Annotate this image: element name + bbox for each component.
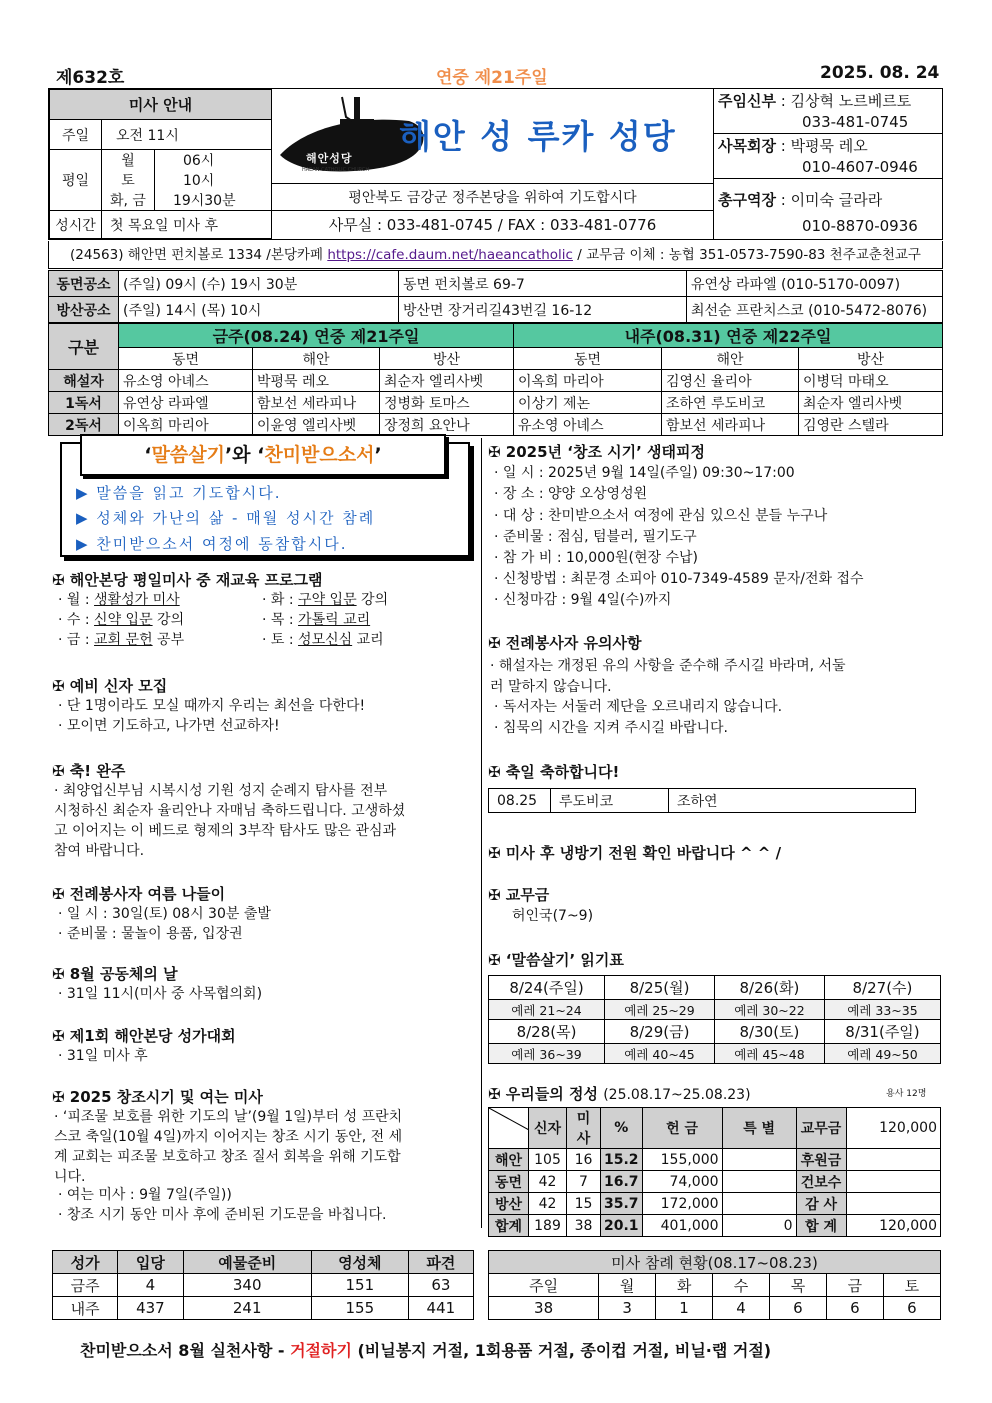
station-contact: 유연상 라파엘 (010-5170-0097) xyxy=(687,271,943,297)
address-bar xyxy=(48,241,943,269)
offering-header: % xyxy=(601,1108,643,1149)
tithe-title: ✠ 교무금 xyxy=(488,884,549,905)
reading-date: 8/28(목) xyxy=(489,1020,605,1044)
reader-name: 유소영 아녜스 xyxy=(514,414,662,436)
staff-phone: 010-8870-0936 xyxy=(802,217,918,235)
reader-name: 김영신 율리아 xyxy=(662,370,799,392)
congrats-line: 고 이어지는 이 베드로 형제의 3부작 탐사도 많은 관심과 xyxy=(54,823,397,839)
attendance-value: 4 xyxy=(713,1297,770,1320)
offering-money: 172,000 xyxy=(642,1193,722,1215)
edu-item: · 토 : 성모신심 교리 xyxy=(262,632,384,648)
attendance-day: 수 xyxy=(713,1274,770,1297)
congrats-title: ✠ 축! 완주 xyxy=(52,760,125,781)
offering-pct: 16.7 xyxy=(601,1171,643,1193)
prayer-intention: 평안북도 금강군 정주본당을 위하여 기도합시다 xyxy=(272,183,713,211)
mass-schedule xyxy=(49,89,272,239)
season-line: 계 교회는 피조물 보호하고 창조 질서 회복을 위해 기도합 xyxy=(54,1149,401,1165)
offering-members: 42 xyxy=(529,1171,567,1193)
reading-date: 8/25(월) xyxy=(605,976,715,1000)
sacr-row xyxy=(53,1297,474,1320)
offering-title: ✠ 우리들의 정성 (25.08.17~25.08.23) xyxy=(488,1083,751,1104)
staff-role: 주임신부 xyxy=(718,92,776,110)
attendance-value: 6 xyxy=(883,1297,940,1320)
offering-tithe: 120,000 xyxy=(846,1108,940,1149)
address-text: (24563) 해안면 펀치볼로 1334 /본당카페 xyxy=(70,247,324,263)
offering-mass: 7 xyxy=(567,1171,601,1193)
offering-header: 미사 xyxy=(567,1108,601,1149)
staff-list xyxy=(713,89,943,239)
sacr-header: 예물준비 xyxy=(183,1251,311,1274)
staff-role: 총구역장 xyxy=(718,191,776,209)
station-address: 방산면 장거리길43번길 16-12 xyxy=(399,297,687,323)
contest-title: ✠ 제1회 해안본당 성가대회 xyxy=(52,1025,236,1046)
place-header: 해안 xyxy=(662,348,799,370)
attendance-value: 6 xyxy=(769,1297,826,1320)
weekday-time: 10시 xyxy=(154,170,271,190)
offering-pct: 20.1 xyxy=(601,1215,643,1237)
sacr-cell: 4 xyxy=(118,1274,183,1297)
offering-pct: 15.2 xyxy=(601,1149,643,1171)
logo-text: 해안성당 xyxy=(306,152,353,165)
weekday-day: 월 xyxy=(102,150,155,171)
offering-header: 신자 xyxy=(529,1108,567,1149)
banner-line: ▶ 성체와 가난의 삶 - 매월 성시간 참례 xyxy=(76,509,376,527)
reading-date: 8/29(금) xyxy=(605,1020,715,1044)
offering-row xyxy=(489,1149,941,1171)
reading-date: 8/27(수) xyxy=(824,976,940,1000)
offering-members: 105 xyxy=(529,1149,567,1171)
offering-total-row xyxy=(489,1215,941,1237)
reader-name: 유소영 아녜스 xyxy=(119,370,253,392)
offering-value: 120,000 xyxy=(846,1215,940,1237)
banner-quote: ’ xyxy=(374,444,382,466)
reader-name: 정병화 토마스 xyxy=(380,392,514,414)
station-time: (주일) 09시 (수) 19시 30분 xyxy=(119,271,399,297)
staff-row: 주임신부 : 김상혁 노르베르토 033-481-0745 xyxy=(714,89,943,134)
reading-verse: 예레 21~24 xyxy=(489,1000,605,1020)
offering-special: 0 xyxy=(722,1215,796,1237)
reading-verse: 예레 49~50 xyxy=(824,1044,940,1064)
reader-name: 유연상 라파엘 xyxy=(119,392,253,414)
staff-name: 박평묵 레오 xyxy=(790,137,868,155)
footer-practice xyxy=(80,1338,771,1361)
eco-line: · 신청마감 : 9월 4일(수)까지 xyxy=(494,592,672,608)
station-row xyxy=(49,271,943,297)
banner-quote: ‘ xyxy=(144,444,152,466)
sacr-cell: 151 xyxy=(311,1274,408,1297)
notice-line: · 침묵의 시간을 지켜 주시길 바랍니다. xyxy=(494,720,729,736)
offering-mass: 15 xyxy=(567,1193,601,1215)
header-box xyxy=(48,88,943,240)
staff-row: 총구역장 : 이미숙 글라라 010-8870-0936 xyxy=(718,191,918,235)
attendance-table xyxy=(488,1250,941,1320)
offering-money: 401,000 xyxy=(642,1215,722,1237)
offering-value xyxy=(846,1193,940,1215)
aircon-notice: ✠ 미사 후 냉방기 전원 확인 바랍니다 ^ ^ / xyxy=(488,842,781,863)
column-divider xyxy=(481,438,482,1228)
place-header: 동면 xyxy=(119,348,253,370)
banner-line: ▶ 찬미받으소서 여정에 동참합시다. xyxy=(76,535,348,553)
sacr-header: 입당 xyxy=(118,1251,183,1274)
offering-period: (25.08.17~25.08.23) xyxy=(603,1087,751,1103)
season-line: · ‘피조물 보호를 위한 기도의 날’(9월 1일)부터 성 프란치 xyxy=(54,1109,403,1125)
eco-line: · 준비물 : 점심, 텀블러, 필기도구 xyxy=(494,529,697,545)
feast-saint: 루도비코 xyxy=(551,789,669,813)
reader-name: 김영란 스텔라 xyxy=(799,414,943,436)
weekday-time: 19시30분 xyxy=(154,190,271,211)
offering-mass: 16 xyxy=(567,1149,601,1171)
eco-line: · 참 가 비 : 10,000원(현장 수납) xyxy=(494,550,698,566)
reader-role: 1독서 xyxy=(49,392,119,414)
tithe-line: 허인국(7~9) xyxy=(512,908,594,924)
reader-name: 함보선 세라피나 xyxy=(662,414,799,436)
reader-schedule xyxy=(48,323,943,436)
reader-name: 이윤영 엘리사벳 xyxy=(253,414,380,436)
offering-members: 189 xyxy=(529,1215,567,1237)
notice-line: 러 말하지 않습니다. xyxy=(490,679,612,695)
staff-phone: 033-481-0745 xyxy=(802,113,909,131)
edu-item: · 목 : 가톨릭 교리 xyxy=(262,612,371,628)
picnic-title: ✠ 전례봉사자 여름 나들이 xyxy=(52,883,225,904)
season-line: 스코 축일(10월 4일)까지 이어지는 창조 시기 동안, 전 세 xyxy=(54,1129,403,1145)
place-header: 해안 xyxy=(253,348,380,370)
staff-row: 사목회장 : 박평묵 레오 010-4607-0946 xyxy=(714,134,943,179)
station-name: 동면공소 xyxy=(49,271,119,297)
attendance-day: 주일 xyxy=(489,1274,599,1297)
reader-name: 박평묵 레오 xyxy=(253,370,380,392)
offering-table xyxy=(488,1107,941,1237)
offering-pct: 35.7 xyxy=(601,1193,643,1215)
community-line: · 31일 11시(미사 중 사목협의회) xyxy=(58,986,263,1002)
offering-value xyxy=(846,1149,940,1171)
offering-row xyxy=(489,1193,941,1215)
attendance-day: 토 xyxy=(883,1274,940,1297)
offering-label: 합 계 xyxy=(796,1215,846,1237)
attendance-title: 미사 참례 현황(08.17~08.23) xyxy=(489,1251,941,1274)
edu-title: ✠ 해안본당 평일미사 중 재교육 프로그램 xyxy=(52,569,323,590)
picnic-line: · 준비물 : 물놀이 용품, 입장권 xyxy=(58,926,243,942)
recruit-line: · 단 1명이라도 모실 때까지 우리는 최선을 다한다! xyxy=(58,698,366,714)
sacr-cell: 437 xyxy=(118,1297,183,1320)
notice-line: · 독서자는 서둘러 제단을 오르내리지 않습니다. xyxy=(494,699,783,715)
offering-special xyxy=(722,1193,796,1215)
place-header: 방산 xyxy=(380,348,514,370)
reading-date: 8/24(주일) xyxy=(489,976,605,1000)
banner-word-a: 말씀살기 xyxy=(151,444,225,466)
banner-title xyxy=(80,434,446,476)
season-title: ✠ 2025 창조시기 및 여는 미사 xyxy=(52,1086,263,1107)
diagonal-cell xyxy=(489,1108,529,1149)
sunday-time: 오전 11시 xyxy=(102,120,272,150)
staff-name: 이미숙 글라라 xyxy=(790,191,883,209)
reader-role: 2독서 xyxy=(49,414,119,436)
staff-phone: 010-4607-0946 xyxy=(802,158,918,176)
offering-members: 42 xyxy=(529,1193,567,1215)
eco-title: ✠ 2025년 ‘창조 시기’ 생태피정 xyxy=(488,441,705,462)
eco-line: · 일 시 : 2025년 9월 14일(주일) 09:30~17:00 xyxy=(494,465,795,481)
offering-special xyxy=(722,1149,796,1171)
attendance-day: 금 xyxy=(826,1274,883,1297)
reading-verse: 예레 36~39 xyxy=(489,1044,605,1064)
banner-word-b: 찬미받으소서 xyxy=(264,444,375,466)
notice-line: · 해설자는 개정된 유의 사항을 준수해 주시길 바라며, 서둘 xyxy=(490,658,846,674)
office-contact: 사무실 : 033-481-0745 / FAX : 033-481-0776 xyxy=(328,216,657,234)
reading-title: ✠ ‘말씀살기’ 읽기표 xyxy=(488,949,624,970)
offering-place: 합계 xyxy=(489,1215,529,1237)
weekday-label: 평일 xyxy=(50,150,102,211)
season-line: · 창조 시기 동안 미사 후에 준비된 기도문을 바칩니다. xyxy=(58,1207,387,1223)
reader-name: 조하연 루도비코 xyxy=(662,392,799,414)
footer-highlight: 거절하기 xyxy=(290,1341,352,1360)
attendance-value: 6 xyxy=(826,1297,883,1320)
mission-stations xyxy=(48,270,943,323)
feast-date: 08.25 xyxy=(489,789,551,813)
season-line: · 여는 미사 : 9월 7일(주일)) xyxy=(58,1187,232,1203)
attendance-value: 3 xyxy=(599,1297,656,1320)
weekday-day: 화, 금 xyxy=(102,190,155,211)
cafe-link[interactable]: https://cafe.daum.net/haeancatholic xyxy=(327,247,573,263)
staff-name: 김상혁 노르베르토 xyxy=(790,92,912,110)
sacr-cell: 내주 xyxy=(53,1297,118,1320)
banner-quote: ’와 ‘ xyxy=(224,444,265,466)
eco-line: · 장 소 : 양양 오상영성원 xyxy=(494,486,648,502)
offering-row xyxy=(489,1171,941,1193)
contest-line: · 31일 미사 후 xyxy=(58,1048,148,1064)
offering-value xyxy=(846,1171,940,1193)
sacr-cell: 241 xyxy=(183,1297,311,1320)
offering-place: 해안 xyxy=(489,1149,529,1171)
feast-title: ✠ 축일 축하합니다! xyxy=(488,761,619,782)
reader-row xyxy=(49,392,943,414)
reader-name: 이옥희 마리아 xyxy=(514,370,662,392)
offering-place: 동면 xyxy=(489,1171,529,1193)
attendance-value: 1 xyxy=(656,1297,713,1320)
attendance-day: 목 xyxy=(769,1274,826,1297)
offering-place: 방산 xyxy=(489,1193,529,1215)
holy-hour-label: 성시간 xyxy=(50,211,102,239)
season-line: 니다. xyxy=(54,1169,86,1185)
reader-name: 함보선 세라피나 xyxy=(253,392,380,414)
picnic-line: · 일 시 : 30일(토) 08시 30분 출발 xyxy=(58,906,271,922)
reader-name: 이상기 제논 xyxy=(514,392,662,414)
sunday-label: 주일 xyxy=(50,120,102,150)
congrats-line: 시청하신 최순자 율리안나 자매님 축하드립니다. 고생하셨 xyxy=(54,803,406,819)
footer-text: (비닐봉지 거절, 1회용품 거절, 종이컵 거절, 비닐·랩 거절) xyxy=(351,1341,772,1360)
offering-money: 155,000 xyxy=(642,1149,722,1171)
edu-item: · 금 : 교회 문헌 공부 xyxy=(58,632,185,648)
reader-row xyxy=(49,414,943,436)
tithe-account: / 교무금 이체 : 농협 351-0573-7590-83 천주교춘천교구 xyxy=(577,247,921,263)
this-week-header: 금주(08.24) 연중 제21주일 xyxy=(119,324,514,348)
reading-verse: 예레 25~29 xyxy=(605,1000,715,1020)
reading-table xyxy=(488,975,941,1064)
edu-item: · 수 : 신약 입문 강의 xyxy=(58,612,185,628)
attendance-day: 월 xyxy=(599,1274,656,1297)
sacr-cell: 155 xyxy=(311,1297,408,1320)
holy-hour-time: 첫 목요일 미사 후 xyxy=(102,211,272,239)
sacr-cell: 63 xyxy=(408,1274,473,1297)
next-week-header: 내주(08.31) 연중 제22주일 xyxy=(514,324,943,348)
sacr-header: 성가 xyxy=(53,1251,118,1274)
reader-name: 이옥희 마리아 xyxy=(119,414,253,436)
mass-schedule-title: 미사 안내 xyxy=(50,90,272,120)
station-time: (주일) 14시 (목) 10시 xyxy=(119,297,399,323)
liturgical-week: 연중 제21주일 xyxy=(436,68,548,88)
offering-label: 후원금 xyxy=(796,1149,846,1171)
congrats-line: 참여 바랍니다. xyxy=(54,843,145,859)
sacr-header: 영성체 xyxy=(311,1251,408,1274)
community-title: ✠ 8월 공동체의 날 xyxy=(52,963,178,984)
logo-subtext: HAEAN CATHOLIC CHURCH xyxy=(302,167,370,173)
sacr-cell: 340 xyxy=(183,1274,311,1297)
reading-verse: 예레 30~22 xyxy=(714,1000,824,1020)
weekday-time: 06시 xyxy=(154,150,271,171)
notice-title: ✠ 전례봉사자 유의사항 xyxy=(488,632,641,653)
sacr-cell: 441 xyxy=(408,1297,473,1320)
recruit-title: ✠ 예비 신자 모집 xyxy=(52,675,167,696)
reader-name: 최순자 엘리사벳 xyxy=(799,392,943,414)
recruit-line: · 모이면 기도하고, 나가면 선교하자! xyxy=(58,718,280,734)
edu-item: · 화 : 구약 입문 강의 xyxy=(262,592,389,608)
footer-text: 찬미받으소서 8월 실천사항 - xyxy=(80,1341,291,1360)
reader-role: 해설자 xyxy=(49,370,119,392)
reading-date: 8/31(주일) xyxy=(824,1020,940,1044)
feast-table xyxy=(488,788,916,813)
offering-header: 특 별 xyxy=(722,1108,796,1149)
offering-label: 감 사 xyxy=(796,1193,846,1215)
place-header: 방산 xyxy=(799,348,943,370)
edu-item: · 월 : 생활성가 미사 xyxy=(58,592,180,608)
sacr-row xyxy=(53,1274,474,1297)
offering-mass: 38 xyxy=(567,1215,601,1237)
issue-date: 2025. 08. 24 xyxy=(820,63,940,83)
sacr-header: 파견 xyxy=(408,1251,473,1274)
offering-money: 74,000 xyxy=(642,1171,722,1193)
reader-name: 장정희 요안나 xyxy=(380,414,514,436)
reader-name: 이병덕 마태오 xyxy=(799,370,943,392)
sacrament-table xyxy=(52,1250,474,1320)
reader-name: 최순자 엘리사벳 xyxy=(380,370,514,392)
reading-verse: 예레 45~48 xyxy=(714,1044,824,1064)
offering-header: 교무금 xyxy=(796,1108,846,1149)
eco-line: · 대 상 : 찬미받으소서 여정에 관심 있으신 분들 누구나 xyxy=(494,508,828,524)
offering-special xyxy=(722,1171,796,1193)
sacr-cell: 금주 xyxy=(53,1274,118,1297)
station-address: 동면 펀치볼로 69-7 xyxy=(399,271,687,297)
place-header: 동면 xyxy=(514,348,662,370)
eco-line: · 신청방법 : 최문경 소피아 010-7349-4589 문자/전화 접수 xyxy=(494,571,864,587)
staff-role: 사목회장 xyxy=(718,137,776,155)
reading-verse: 예레 33~35 xyxy=(824,1000,940,1020)
reading-date: 8/26(화) xyxy=(714,976,824,1000)
attendance-value: 38 xyxy=(489,1297,599,1320)
station-name: 방산공소 xyxy=(49,297,119,323)
issue-number: 제632호 xyxy=(56,68,125,88)
offering-header: 헌 금 xyxy=(642,1108,722,1149)
attendance-day: 화 xyxy=(656,1274,713,1297)
weekday-day: 토 xyxy=(102,170,155,190)
congrats-line: · 최양업신부님 시복시성 기원 성지 순례지 탐사를 전부 xyxy=(54,783,388,799)
reading-date: 8/30(토) xyxy=(714,1020,824,1044)
reading-verse: 예레 40~45 xyxy=(605,1044,715,1064)
diagonal-line-icon xyxy=(489,1108,529,1130)
church-name: 해안 성 루카 성당 xyxy=(399,117,677,156)
offering-note: 용사 12명 xyxy=(886,1089,927,1099)
readers-label: 구분 xyxy=(49,324,119,370)
reader-row xyxy=(49,370,943,392)
feast-person: 조하연 xyxy=(669,789,916,813)
offering-label: 건보수 xyxy=(796,1171,846,1193)
station-row xyxy=(49,297,943,323)
station-contact: 최선순 프란치스코 (010-5472-8076) xyxy=(687,297,943,323)
banner-line: ▶ 말씀을 읽고 기도합시다. xyxy=(76,484,282,502)
